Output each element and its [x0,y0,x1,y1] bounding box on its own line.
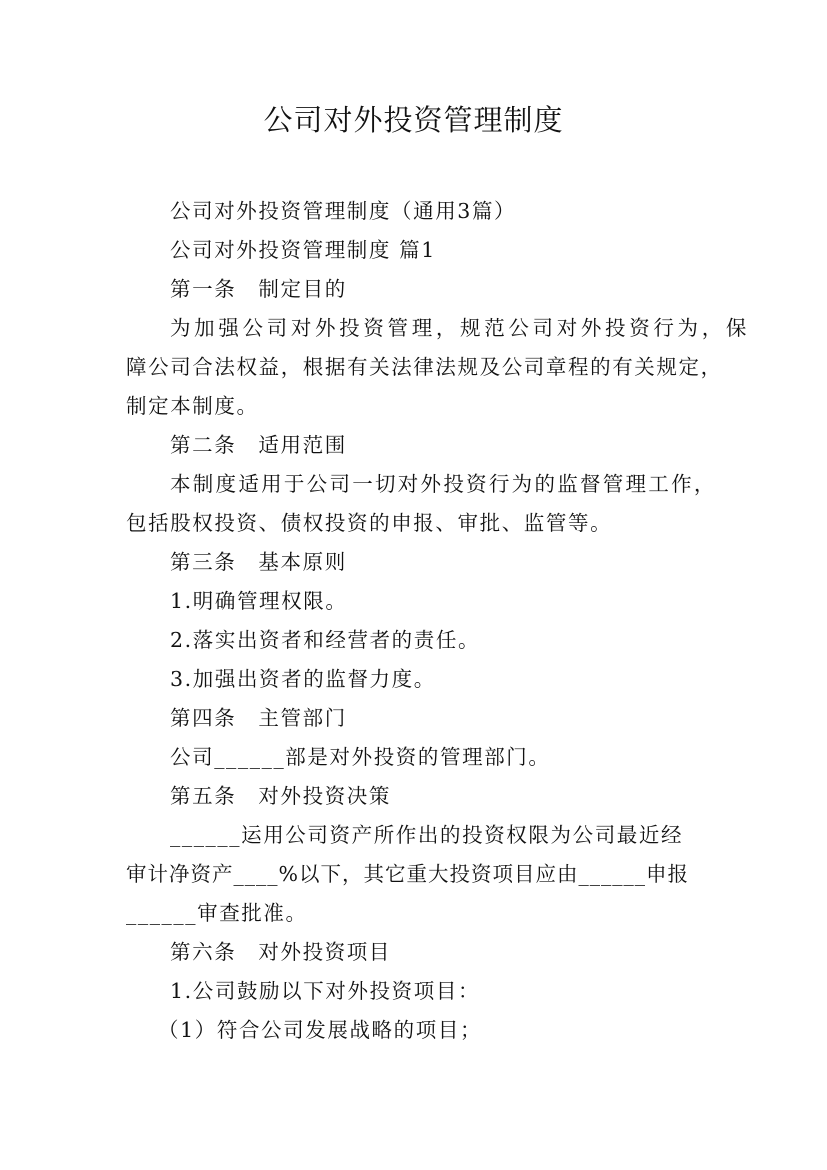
article-heading: 第五条 对外投资决策 [170,784,391,808]
paragraph-line: 包括股权投资、债权投资的申报、审批、监管等。 [126,511,613,535]
article-heading: 第一条 制定目的 [170,277,347,301]
paragraph-line: 本制度适用于公司一切对外投资行为的监督管理工作， [170,472,716,496]
paragraph-line: ______审查批准。 [126,901,308,925]
article-heading: 第三条 基本原则 [170,550,347,574]
list-item: 2.落实出资者和经营者的责任。 [170,628,481,652]
paragraph-line: ______运用公司资产所作出的投资权限为公司最近经 [170,823,684,847]
section-heading: 公司对外投资管理制度 篇1 [170,238,436,262]
article-heading: 第六条 对外投资项目 [170,940,391,964]
paragraph-line: 障公司合法权益，根据有关法律法规及公司章程的有关规定， [126,355,723,379]
document-title: 公司对外投资管理制度 [263,103,564,137]
list-item: 1.明确管理权限。 [170,589,348,613]
subtitle: 公司对外投资管理制度（通用3篇） [170,199,517,223]
list-item: 3.加强出资者的监督力度。 [170,667,436,691]
list-item: （1）符合公司发展战略的项目； [158,1018,483,1042]
paragraph-line: 审计净资产____%以下，其它重大投资项目应由______申报 [126,862,689,886]
paragraph-line: 公司______部是对外投资的管理部门。 [170,745,551,769]
article-heading: 第二条 适用范围 [170,433,347,457]
paragraph-line: 为加强公司对外投资管理，规范公司对外投资行为，保 [170,316,748,340]
article-heading: 第四条 主管部门 [170,706,347,730]
paragraph-line: 制定本制度。 [126,394,259,418]
list-item: 1.公司鼓励以下对外投资项目： [170,979,481,1003]
